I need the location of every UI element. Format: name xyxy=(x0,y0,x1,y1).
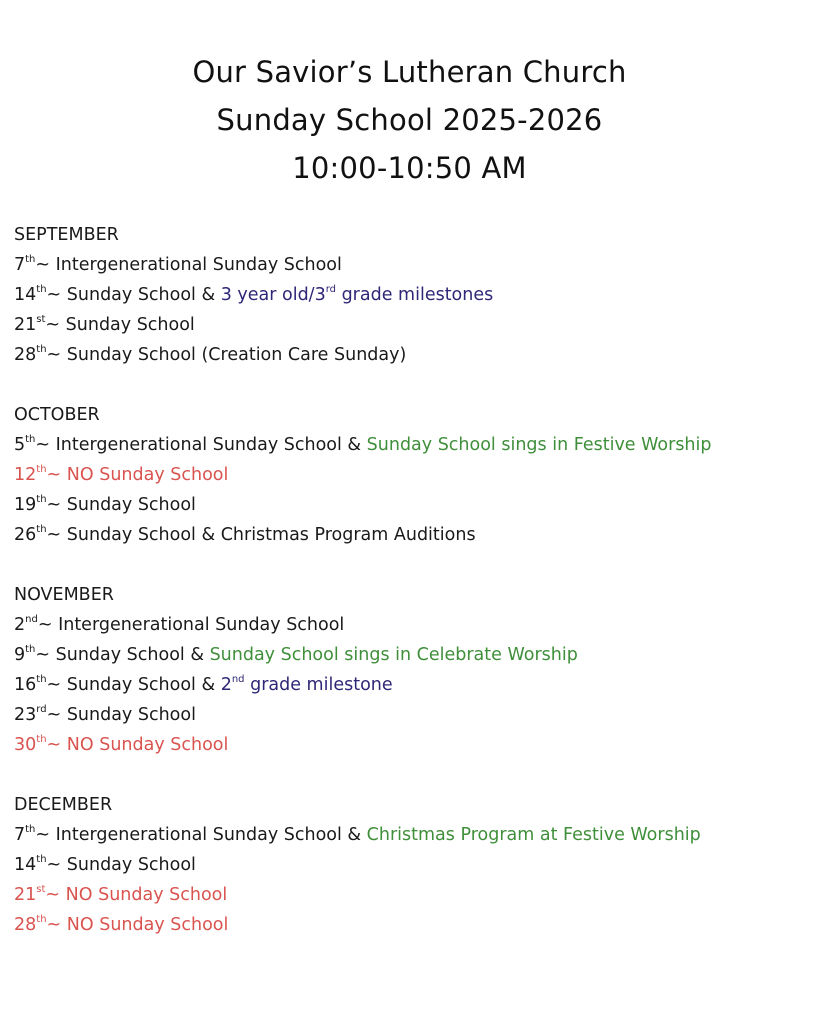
entry-day: 30 xyxy=(14,735,37,755)
schedule-entry xyxy=(14,520,814,550)
entry-day-suffix: th xyxy=(25,644,36,655)
entry-separator: ~ xyxy=(46,465,67,485)
entry-day: 14 xyxy=(14,285,37,305)
entry-day: 28 xyxy=(14,345,37,365)
entry-day-suffix: st xyxy=(36,314,46,325)
entry-text: Sunday School xyxy=(66,855,196,875)
schedule-entry xyxy=(14,640,814,670)
schedule-entry xyxy=(14,490,814,520)
entry-separator: ~ xyxy=(46,855,67,875)
schedule-entry xyxy=(14,250,814,280)
entry-separator: ~ xyxy=(45,315,66,335)
entry-text: Sunday School xyxy=(66,705,196,725)
schedule-entry xyxy=(14,820,814,850)
entry-ordinal-suffix: nd xyxy=(231,674,245,685)
entry-day: 14 xyxy=(14,855,37,875)
entry-text: Sunday School & xyxy=(66,285,221,305)
entry-text: Christmas Program at Festive Worship xyxy=(366,825,701,845)
entry-day-suffix: th xyxy=(36,674,47,685)
entry-separator: ~ xyxy=(46,495,67,515)
entry-separator: ~ xyxy=(46,525,67,545)
schedule-entry xyxy=(14,700,814,730)
schedule-entry xyxy=(14,910,814,940)
entry-text: Intergenerational Sunday School & xyxy=(55,435,367,455)
entry-day: 12 xyxy=(14,465,37,485)
schedule-entry xyxy=(14,670,814,700)
entry-day-suffix: th xyxy=(36,284,47,295)
entry-day-suffix: nd xyxy=(25,614,38,625)
schedule-entry xyxy=(14,880,814,910)
entry-separator: ~ xyxy=(46,345,67,365)
month-heading: NOVEMBER xyxy=(14,585,114,605)
entry-text: 2 xyxy=(220,675,232,695)
entry-text: Sunday School & xyxy=(55,645,210,665)
entry-separator: ~ xyxy=(35,825,56,845)
schedule-entry xyxy=(14,610,814,640)
entry-day-suffix: th xyxy=(36,854,47,865)
entry-text: NO Sunday School xyxy=(66,915,229,935)
entry-day: 2 xyxy=(14,615,26,635)
schedule-entry xyxy=(14,730,814,760)
month-section-november xyxy=(14,580,814,760)
entry-text: Intergenerational Sunday School & xyxy=(55,825,367,845)
entry-text: Sunday School xyxy=(65,315,195,335)
entry-text: grade milestones xyxy=(336,285,494,305)
entry-separator: ~ xyxy=(46,735,67,755)
entry-day-suffix: th xyxy=(36,914,47,925)
time-title: 10:00-10:50 AM xyxy=(292,151,527,185)
entry-text: NO Sunday School xyxy=(65,885,228,905)
month-section-december xyxy=(14,790,814,940)
entry-day-suffix: th xyxy=(36,734,47,745)
program-year-title: Sunday School 2025-2026 xyxy=(216,103,603,137)
entry-text: Sunday School sings in Celebrate Worship xyxy=(209,645,578,665)
entry-day: 16 xyxy=(14,675,37,695)
entry-text: Sunday School xyxy=(66,495,196,515)
entry-day: 7 xyxy=(14,825,26,845)
entry-day-suffix: rd xyxy=(36,704,47,715)
entry-day: 7 xyxy=(14,255,26,275)
entry-day: 23 xyxy=(14,705,37,725)
entry-day-suffix: th xyxy=(36,344,47,355)
schedule-entry xyxy=(14,850,814,880)
entry-text: Sunday School & xyxy=(66,675,221,695)
entry-separator: ~ xyxy=(35,435,56,455)
month-section-october xyxy=(14,400,814,550)
entry-separator: ~ xyxy=(35,255,56,275)
entry-day: 28 xyxy=(14,915,37,935)
entry-day: 21 xyxy=(14,885,37,905)
entry-text: NO Sunday School xyxy=(66,465,229,485)
entry-text: grade milestone xyxy=(244,675,393,695)
month-heading: DECEMBER xyxy=(14,795,113,815)
entry-text: Sunday School (Creation Care Sunday) xyxy=(66,345,407,365)
schedule-entry xyxy=(14,340,814,370)
entry-day-suffix: th xyxy=(25,824,36,835)
entry-text: Intergenerational Sunday School xyxy=(58,615,345,635)
entry-day-suffix: th xyxy=(25,254,36,265)
entry-day-suffix: th xyxy=(36,524,47,535)
entry-ordinal-suffix: rd xyxy=(325,284,337,295)
entry-day-suffix: th xyxy=(36,494,47,505)
entry-day-suffix: th xyxy=(25,434,36,445)
month-section-september xyxy=(14,220,814,370)
entry-separator: ~ xyxy=(37,615,59,635)
entry-separator: ~ xyxy=(35,645,56,665)
entry-text: 3 year old/3 xyxy=(220,285,326,305)
entry-separator: ~ xyxy=(46,285,67,305)
entry-day: 5 xyxy=(14,435,26,455)
entry-day: 19 xyxy=(14,495,37,515)
entry-day: 26 xyxy=(14,525,37,545)
schedule-months xyxy=(14,220,814,970)
entry-text: NO Sunday School xyxy=(66,735,229,755)
entry-day: 9 xyxy=(14,645,26,665)
entry-day-suffix: th xyxy=(36,464,47,475)
month-heading: OCTOBER xyxy=(14,405,100,425)
schedule-entry xyxy=(14,310,814,340)
church-name-title: Our Savior’s Lutheran Church xyxy=(192,55,627,89)
schedule-entry xyxy=(14,280,814,310)
schedule-entry xyxy=(14,430,814,460)
entry-separator: ~ xyxy=(45,885,66,905)
entry-separator: ~ xyxy=(46,705,67,725)
month-heading: SEPTEMBER xyxy=(14,225,119,245)
entry-day-suffix: st xyxy=(36,884,46,895)
entry-day: 21 xyxy=(14,315,37,335)
entry-text: Sunday School sings in Festive Worship xyxy=(366,435,712,455)
entry-text: Sunday School & Christmas Program Auditions xyxy=(66,525,476,545)
schedule-header xyxy=(0,48,819,192)
entry-text: Intergenerational Sunday School xyxy=(55,255,342,275)
entry-separator: ~ xyxy=(46,675,67,695)
entry-separator: ~ xyxy=(46,915,67,935)
schedule-entry xyxy=(14,460,814,490)
